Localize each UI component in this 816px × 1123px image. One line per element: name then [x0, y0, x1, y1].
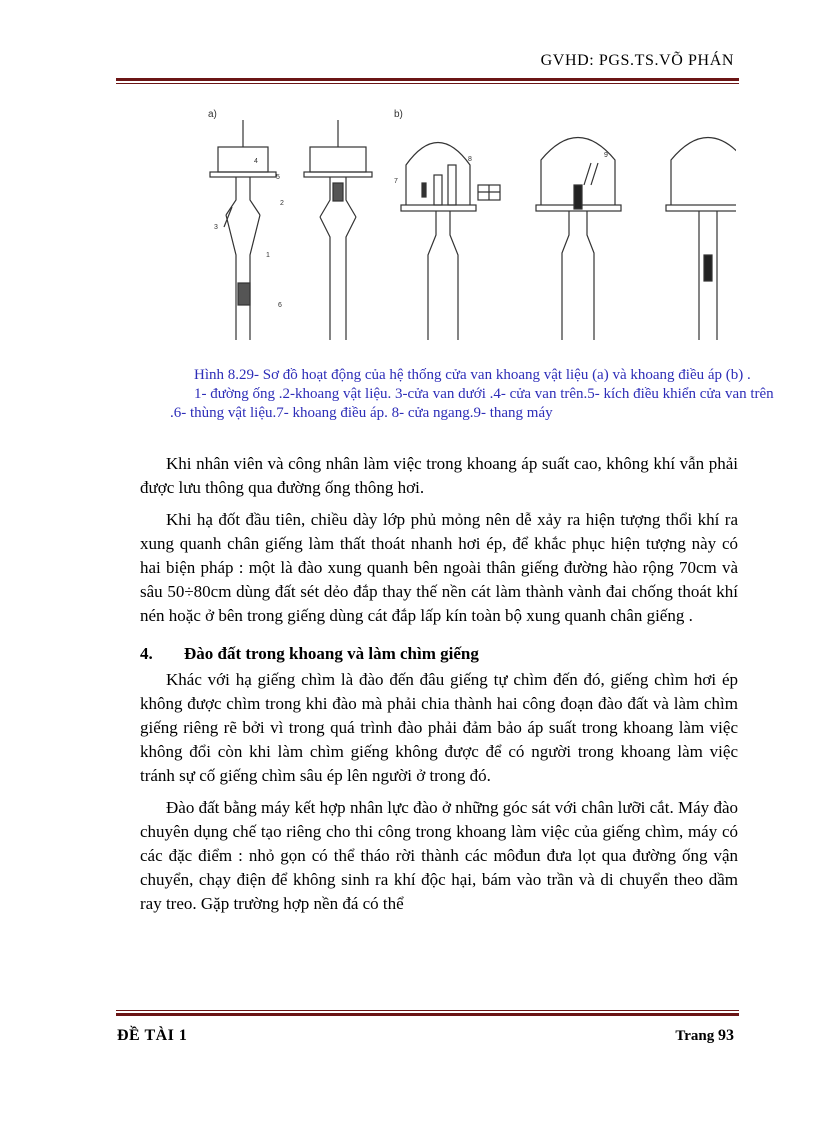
paragraph-4: Đào đất bằng máy kết hợp nhân lực đào ở những góc sát với chân lưỡi cắt. Máy đào chuyên dụng chế tạo riêng cho thi công trong khoang làm việc của giếng chìm, máy có các đặc điểm : nhỏ gọn có thể tháo rời thành các môđun đưa lọt qua đường ống vận chuyển, chạy điện để không sinh ra khí độc hại, bám vào trần và di chuyển theo dầm ray treo. Gặp trường hợp nền đá có thể: [140, 798, 738, 913]
caption-legend: 1- đường ống .2-khoang vật liệu. 3-cửa van dưới .4- cửa van trên.5- kích điều khiển cửa van trên .6- thùng vật liệu.7- khoang điều áp. 8- cửa ngang.9- thang máy: [170, 386, 774, 421]
body-text: [140, 452, 738, 924]
callout-2: 2: [280, 200, 284, 207]
figure-caption: [170, 366, 790, 423]
paragraph-3: Khác với hạ giếng chìm là đào đến đâu giếng tự chìm đến đó, giếng chìm hơi ép không được chìm trong khi đào mà phải chia thành hai công đoạn đào đất và làm chìm giếng riêng rẽ bởi vì trong quá trình đào phải đảm bảo áp suất trong khoang làm việc không đổi còn khi làm chìm giếng không được để có người trong khoang làm việc tránh sự cố giếng chìm sâu ép lên người ở trong đó.: [140, 670, 738, 785]
figure-diagram: [196, 105, 736, 363]
header-rule: [116, 78, 739, 84]
callout-5: 5: [276, 174, 280, 181]
page-label: Trang: [675, 1028, 715, 1044]
paragraph-2: Khi hạ đốt đầu tiên, chiều dày lớp phủ mỏng nên dễ xảy ra hiện tượng thổi khí ra xung quanh chân giếng làm thất thoát nhanh hơi ép, để khắc phục hiện tượng này có hai biện pháp : một là đào xung quanh bên ngoài thân giếng đường hào rộng 70cm và sâu 50÷80cm dùng đất sét dẻo đắp thay thế nền cát làm thành vành đai chống thoát khí nén hoặc ở bên trong giếng dùng cát đắp lấp kín toàn bộ xung quanh chân giếng .: [140, 510, 738, 625]
header-advisor: GVHD: PGS.TS.VÕ PHÁN: [540, 52, 734, 69]
caption-title: Hình 8.29- Sơ đồ hoạt động của hệ thống cửa van khoang vật liệu (a) và khoang điều áp (b) .: [194, 367, 751, 383]
paragraph-1: Khi nhân viên và công nhân làm việc trong khoang áp suất cao, không khí vẫn phải được lưu thông qua đường ống thông hơi.: [140, 454, 738, 497]
callout-8: 8: [468, 156, 472, 163]
footer-page: [675, 1027, 734, 1045]
footer-topic: ĐỀ TÀI 1: [117, 1027, 188, 1044]
callout-3: 3: [214, 224, 218, 231]
section-number: 4.: [140, 644, 153, 663]
diagram-material-lock-2: [304, 120, 372, 340]
diagram-pressure-chamber-3: [666, 138, 736, 341]
callout-7: 7: [394, 178, 398, 185]
figure-label-a: a): [208, 109, 217, 120]
page-number: 93: [718, 1027, 734, 1044]
diagram-material-lock-1: [210, 120, 276, 340]
callout-1: 1: [266, 252, 270, 259]
footer-rule: [116, 1010, 739, 1016]
diagram-pressure-chamber-1: [401, 143, 500, 341]
figure-label-b: b): [394, 109, 403, 120]
callout-4: 4: [254, 158, 258, 165]
callout-6: 6: [278, 302, 282, 309]
section-heading: [140, 642, 738, 666]
callout-9: 9: [604, 152, 608, 159]
section-title: Đào đất trong khoang và làm chìm giếng: [184, 644, 479, 663]
diagram-pressure-chamber-2: [536, 138, 621, 341]
